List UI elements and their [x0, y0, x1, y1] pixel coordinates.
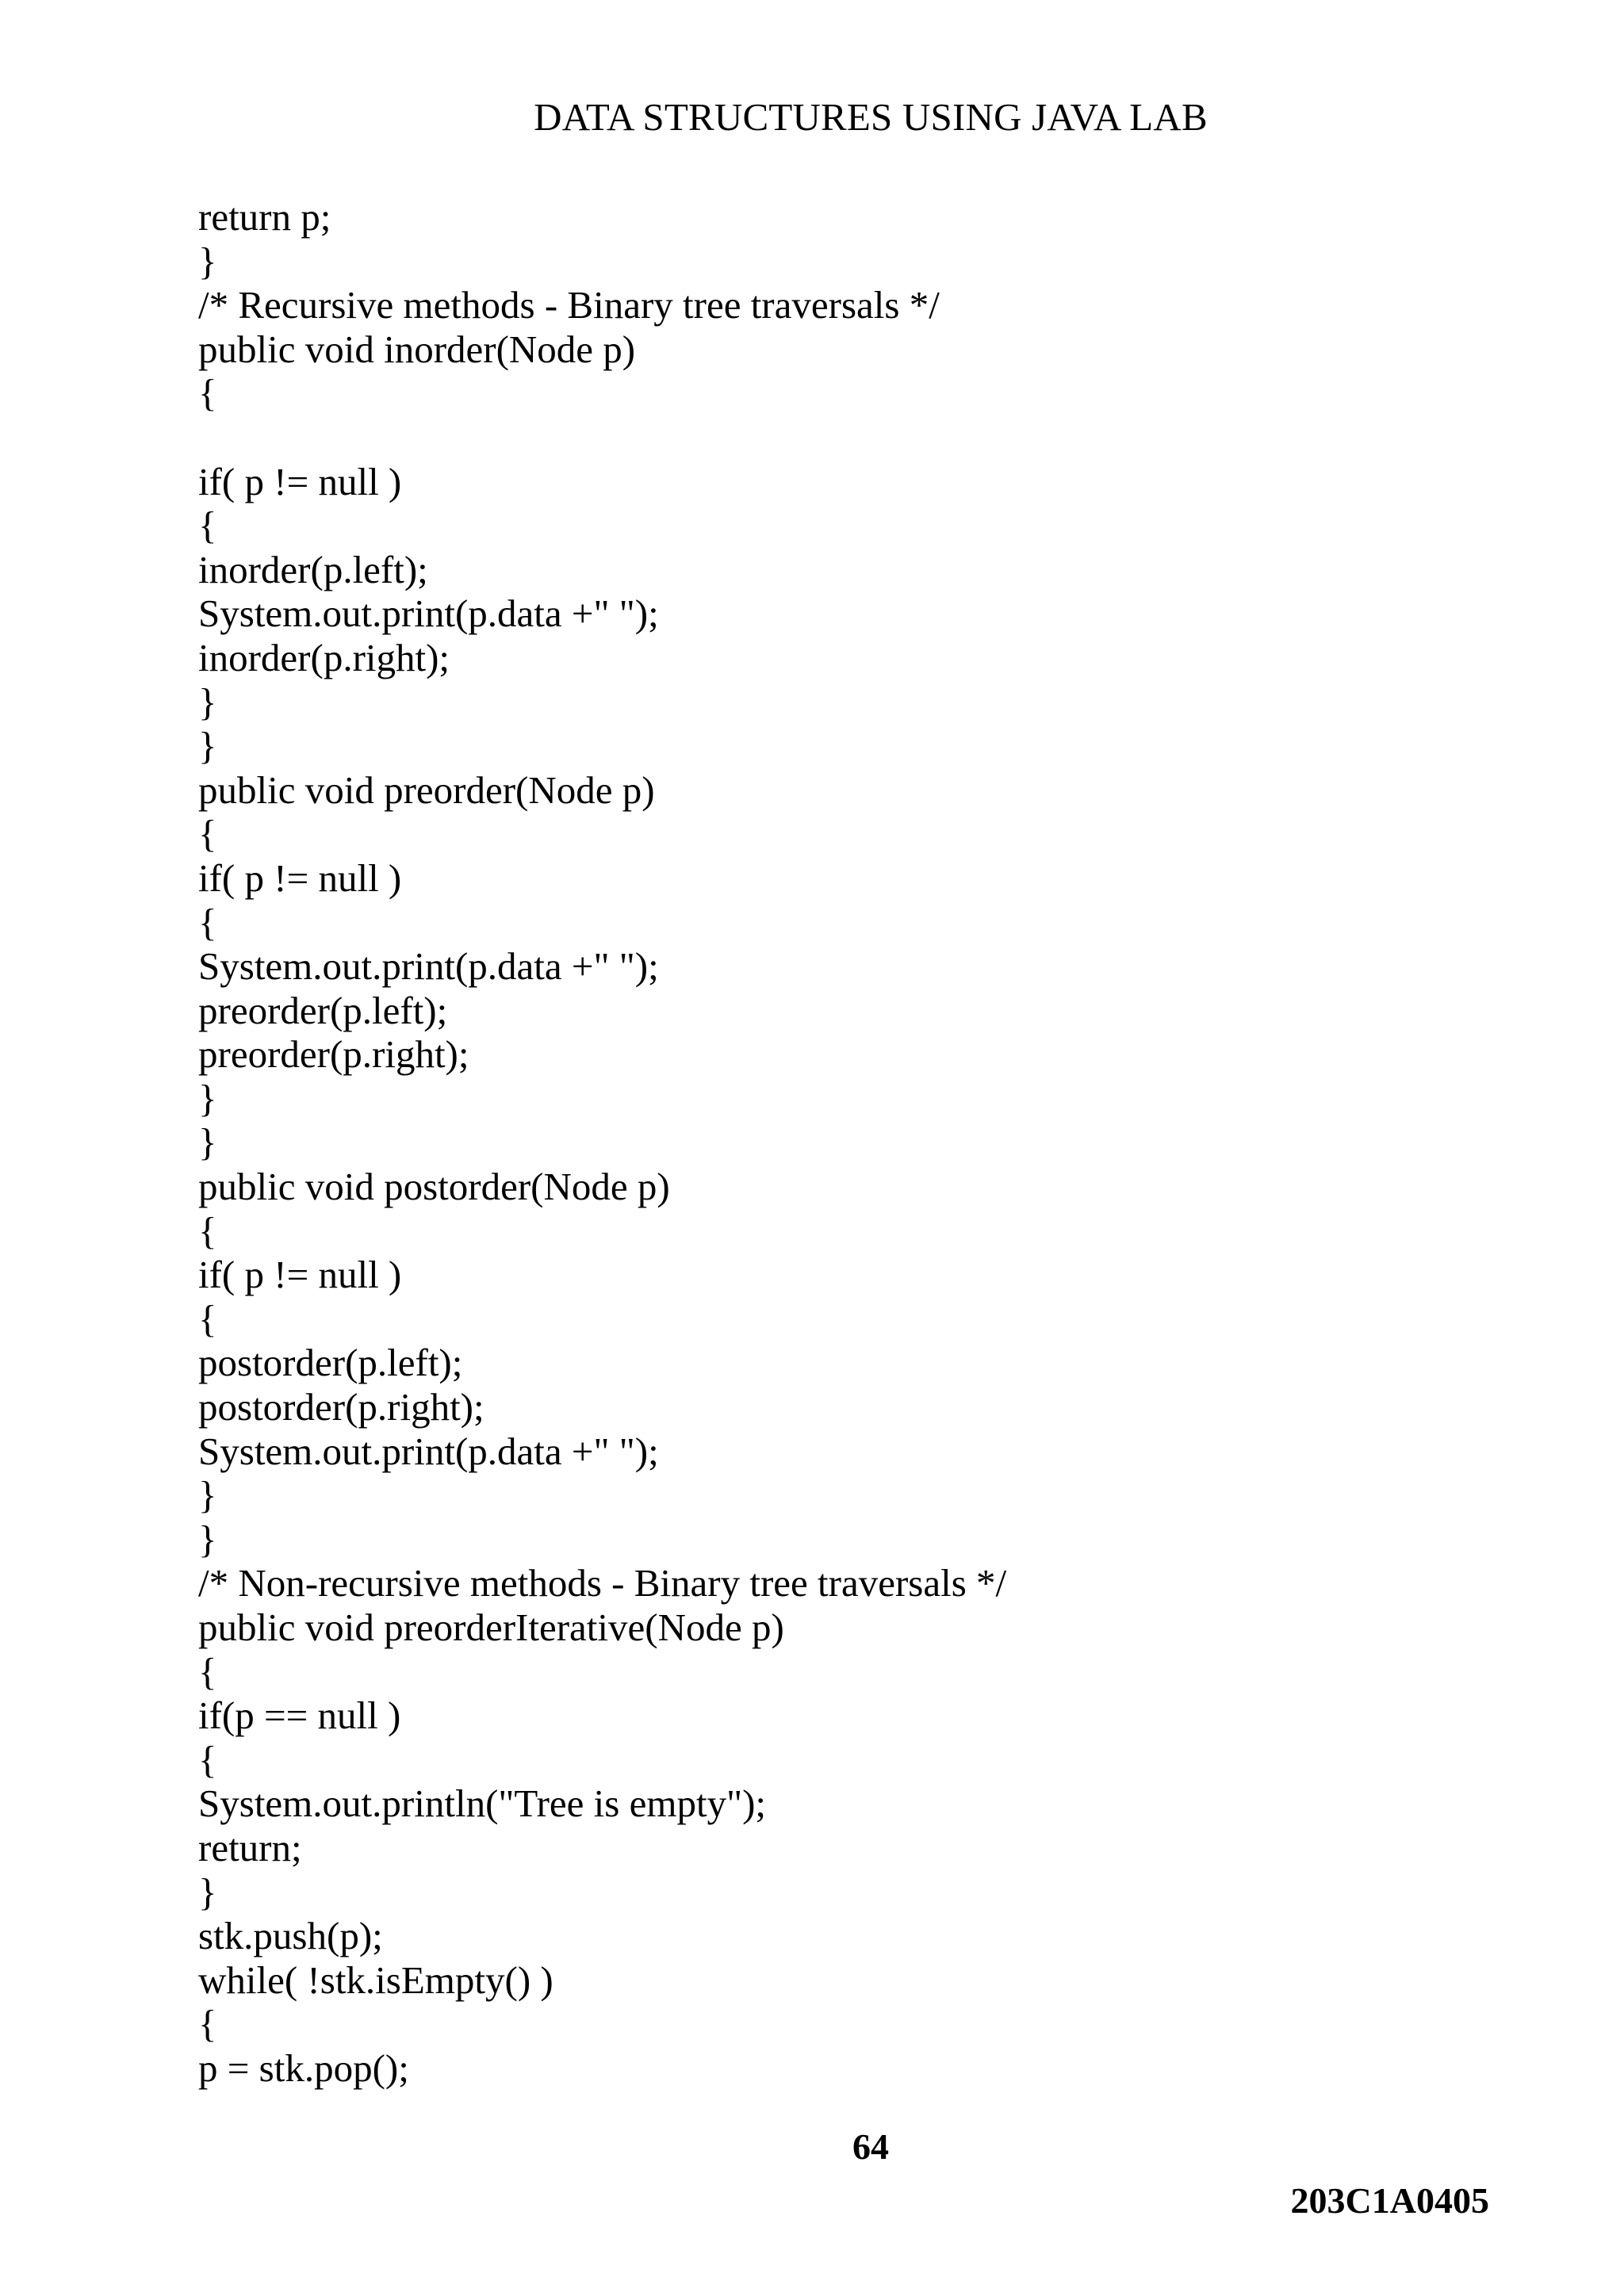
code-line: System.out.print(p.data +" ");: [198, 591, 659, 636]
code-line: while( !stk.isEmpty() ): [198, 1957, 553, 2002]
code-line: preorder(p.right);: [198, 1032, 469, 1077]
code-line: inorder(p.right);: [198, 635, 450, 679]
code-line: }: [198, 1076, 217, 1120]
page-number: 64: [852, 2126, 889, 2167]
code-line: postorder(p.right);: [198, 1385, 485, 1429]
code-line: inorder(p.left);: [198, 547, 428, 591]
code-line: {: [198, 1649, 217, 1693]
code-line: public void inorder(Node p): [198, 327, 636, 371]
code-line: if( p != null ): [198, 855, 402, 900]
code-line: public void postorder(Node p): [198, 1165, 670, 1209]
page-header: DATA STRUCTURES USING JAVA LAB: [534, 95, 1208, 139]
code-line: return;: [198, 1825, 302, 1869]
code-line: [198, 415, 1546, 460]
code-line: if(p == null ): [198, 1693, 401, 1738]
code-line: if( p != null ): [198, 459, 402, 503]
code-line: /* Non-recursive methods - Binary tree traversals */: [198, 1561, 1007, 1605]
code-line: }: [198, 1869, 217, 1914]
code-line: System.out.println("Tree is empty");: [198, 1781, 767, 1826]
code-listing: [198, 195, 1546, 2091]
code-line: }: [198, 1120, 217, 1165]
code-line: }: [198, 1473, 217, 1517]
code-line: if( p != null ): [198, 1253, 402, 1297]
code-line: stk.push(p);: [198, 1914, 383, 1958]
code-line: {: [198, 503, 217, 548]
code-line: {: [198, 371, 217, 415]
code-line: }: [198, 239, 217, 283]
code-line: System.out.print(p.data +" ");: [198, 944, 659, 989]
code-line: public void preorderIterative(Node p): [198, 1605, 784, 1649]
code-line: }: [198, 1517, 217, 1561]
code-line: {: [198, 1208, 217, 1253]
roll-number: 203C1A0405: [1290, 2180, 1489, 2221]
code-line: System.out.print(p.data +" ");: [198, 1429, 659, 1473]
code-line: }: [198, 724, 217, 768]
code-line: {: [198, 900, 217, 944]
code-line: {: [198, 812, 217, 856]
code-line: preorder(p.left);: [198, 988, 448, 1032]
code-line: return p;: [198, 195, 331, 239]
code-line: postorder(p.left);: [198, 1341, 463, 1385]
code-line: }: [198, 679, 217, 724]
code-line: {: [198, 2002, 217, 2046]
code-line: {: [198, 1737, 217, 1781]
code-line: public void preorder(Node p): [198, 767, 655, 812]
code-line: p = stk.pop();: [198, 2045, 409, 2090]
code-line: {: [198, 1296, 217, 1341]
code-line: /* Recursive methods - Binary tree traversals */: [198, 283, 940, 327]
